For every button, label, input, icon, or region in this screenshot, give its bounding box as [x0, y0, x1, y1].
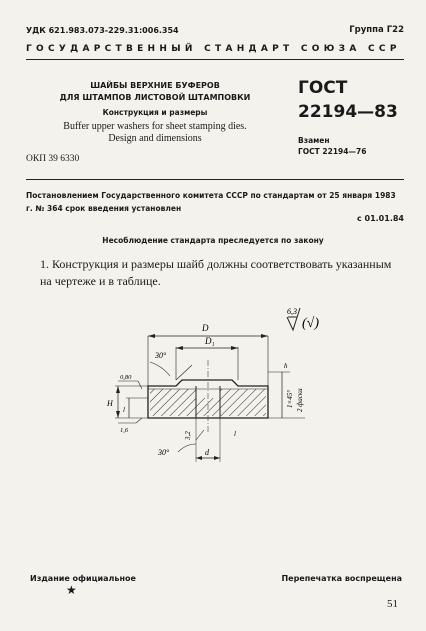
dim-D-label: D: [202, 323, 209, 333]
decree-text: Постановлением Государственного комитета СССР по стандартам от 25 января 1983 г. № 364 срок введения установлен: [26, 191, 396, 213]
washer-section: [148, 360, 268, 432]
tol-080: 0,80: [120, 374, 132, 381]
chamfer-2: 2 фаски: [296, 388, 304, 412]
replaces-label: Взамен: [298, 136, 330, 145]
document-subtitle: Конструкция и размеры: [102, 108, 208, 117]
dimension-D1: [176, 336, 238, 380]
dim-l-bottom-label: l: [234, 430, 236, 438]
angle-bottom-label: 30°: [158, 448, 170, 457]
roughness-symbol: [287, 307, 319, 331]
dimension-H: [106, 386, 148, 418]
gost-label: ГОСТ: [298, 78, 348, 98]
english-title-line-1: Buffer upper washers for sheet stamping dies.: [63, 121, 247, 132]
effective-date: с 01.01.84: [356, 214, 404, 223]
official-edition: Издание официальное: [30, 574, 136, 583]
dimension-bottom: [157, 418, 236, 462]
state-standard-banner: ГОСУДАРСТВЕННЫЙ СТАНДАРТ СОЮЗА ССР: [26, 44, 401, 54]
angle-top: [150, 351, 192, 380]
dimension-h-chamfer: [268, 362, 305, 418]
dim-32: 3,2: [184, 431, 192, 440]
group-code: Группа Г22: [349, 25, 404, 35]
tolerance-marks: [118, 374, 142, 434]
roughness-paren: (√): [302, 316, 320, 331]
dim-d-label: d: [205, 448, 209, 457]
gost-number: 22194—83: [298, 102, 398, 122]
page-number: 51: [387, 598, 398, 610]
replaces-standard: ГОСТ 22194—76: [298, 147, 367, 156]
okp-code: ОКП 39 6330: [26, 154, 80, 164]
dim-l-left-label: l: [123, 406, 125, 414]
dim-D1-label: D₁: [205, 336, 215, 346]
star-icon: ★: [66, 583, 77, 597]
tol-16: 1,6: [120, 427, 129, 434]
dim-h-label: h: [284, 362, 288, 370]
dim-H-label: H: [107, 399, 113, 408]
angle-top-label: 30°: [155, 351, 167, 360]
roughness-value: 6,3: [287, 307, 297, 316]
reprint-forbidden: Перепечатка воспрещена: [281, 574, 402, 583]
paragraph-1: 1. Конструкция и размеры шайб должны соответствовать указанным на чертеже и в таблице.: [40, 257, 392, 288]
udk-code: УДК 621.983.073-229.31:006.354: [26, 26, 179, 35]
title-line-1: ШАЙБЫ ВЕРХНИЕ БУФЕРОВ: [90, 81, 220, 90]
title-line-2: ДЛЯ ШТАМПОВ ЛИСТОВОЙ ШТАМПОВКИ: [59, 93, 251, 102]
english-title-line-2: Design and dimensions: [108, 133, 202, 144]
law-notice: Несоблюдение стандарта преследуется по закону: [102, 236, 324, 245]
chamfer-1x45: 1×45°: [286, 389, 294, 408]
